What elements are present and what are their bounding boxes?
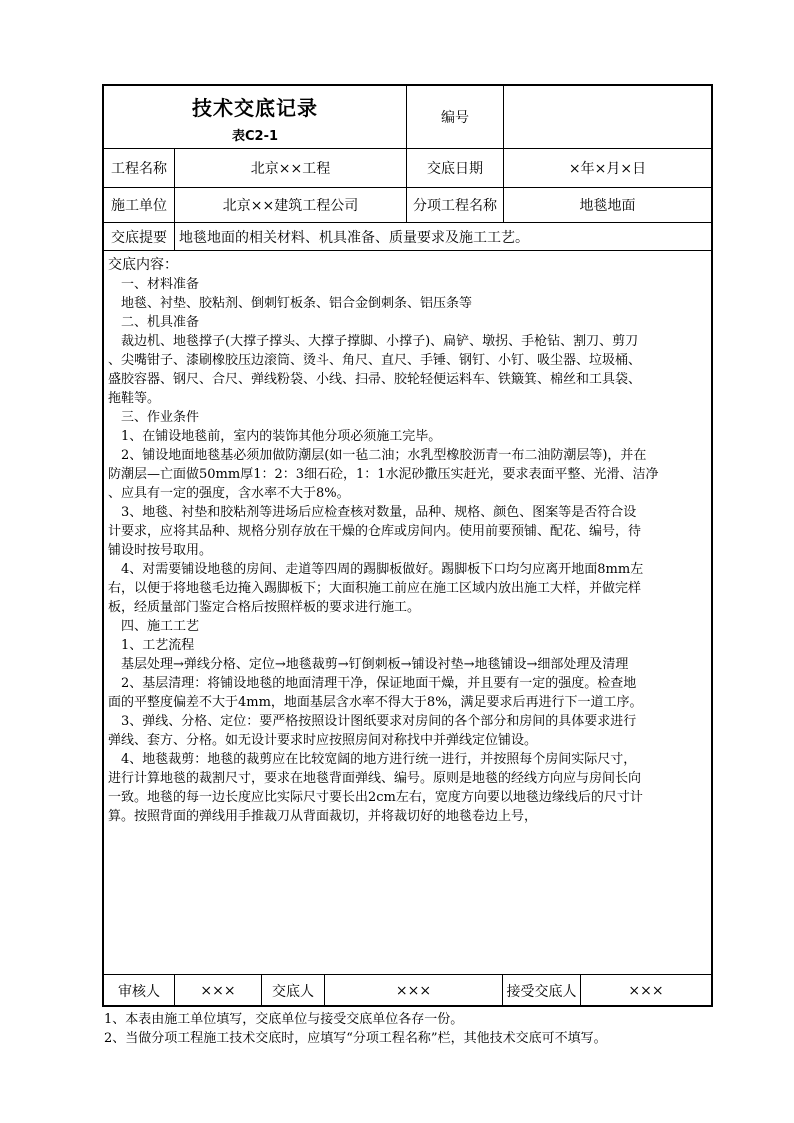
reviewer-label: 审核人	[118, 984, 160, 1000]
content-line: 计要求，应将其品种、规格分别存放在干燥的仓库或房间内。使用前要预铺、配花、编号，待	[108, 524, 642, 539]
content-line: 4、地毯裁剪：地毯的裁剪应在比较宽阔的地方进行统一进行，并按照每个房间实际尺寸，	[121, 752, 637, 767]
content-line: 板，经质量部门鉴定合格后按照样板的要求进行施工。	[108, 600, 421, 615]
content-line: 一、材料准备	[121, 277, 200, 292]
unit-label: 施工单位	[111, 198, 167, 214]
content-line: 3、弹线、分格、定位：要严格按照设计图纸要求对房间的各个部分和房间的具体要求进行	[121, 714, 637, 729]
project-row	[104, 148, 711, 187]
title-cell	[104, 86, 406, 148]
footnote: 2、当做分项工程施工技术交底时，应填写“分项工程名称”栏，其他技术交底可不填写。	[104, 1031, 607, 1046]
summary-label: 交底提要	[111, 229, 167, 246]
content-line: 三、作业条件	[121, 410, 200, 425]
content-line: 进行计算地毯的裁割尺寸，要求在地毯背面弹线、编号。原则是地毯的经线方向应与房间长向	[108, 771, 642, 786]
content-line: 盛胶容器、钢尺、合尺、弹线粉袋、小线、扫帚、胶轮轻便运料车、铁簸箕、棉丝和工具袋、	[108, 372, 642, 387]
content-line: 算。按照背面的弹线用手推裁刀从背面裁切，并将裁切好的地毯卷边上号，	[108, 809, 538, 824]
unit-value: 北京××建筑工程公司	[174, 188, 406, 222]
content-line: 3、地毯、衬垫和胶粘剂等进场后应检查核对数量，品种、规格、颜色、图案等是否符合设	[121, 505, 637, 520]
sub-project-label: 分项工程名称	[406, 188, 503, 222]
content-line: 二、机具准备	[121, 315, 200, 330]
content-line: 1、在铺设地毯前，室内的装饰其他分项必须施工完毕。	[121, 429, 442, 444]
footnote: 1、本表由施工单位填写，交底单位与接受交底单位各存一份。	[104, 1012, 464, 1027]
content-line: 、尖嘴钳子、漆刷橡胶压边滚筒、烫斗、角尺、直尺、手锤、钢钉、小钉、吸尘器、垃圾桶、	[108, 353, 642, 368]
footnotes	[104, 1010, 607, 1048]
number-label: 编号	[406, 86, 503, 148]
summary-row	[104, 222, 711, 250]
sub-project-value: 地毯地面	[503, 188, 711, 222]
content-line: 裁边机、地毯撑子(大撑子撑头、大撑子撑脚、小撑子)、扁铲、墩拐、手枪钻、割刀、剪刀	[121, 334, 639, 349]
project-name-value: 北京××工程	[174, 149, 406, 187]
content-line: 一致。地毯的每一边长度应比实际尺寸要长出2cm左右，宽度方向要以地毯边缘线后的尺寸计	[108, 790, 643, 805]
disclosure-content	[108, 256, 705, 826]
form-title: 技术交底记录	[192, 96, 318, 120]
content-line: 地毯、衬垫、胶粘剂、倒刺钉板条、铝合金倒刺条、铝压条等	[121, 296, 473, 311]
content-line: 2、基层清理：将铺设地毯的地面清理干净，保证地面干燥，并且要有一定的强度。检查地	[121, 676, 637, 691]
content-line: 四、施工工艺	[121, 619, 200, 634]
content-line: 1、工艺流程	[121, 638, 195, 653]
signature-row	[104, 974, 711, 1007]
content-line: 铺设时按号取用。	[108, 543, 213, 558]
form-number: 表C2-1	[231, 129, 279, 144]
content-heading: 交底内容：	[108, 257, 178, 273]
date-value: ×年×月×日	[503, 149, 711, 187]
disclosure-record-form	[102, 84, 713, 1007]
reviewer-value: ×××	[174, 975, 261, 1007]
receiver-label: 接受交底人	[502, 975, 580, 1007]
content-line: 防潮层—亡面做50mm厚1：2：3细石砼，1：1水泥砂撒压实赶光，要求表面平整、光滑、洁净	[108, 467, 659, 482]
content-line: 、应具有一定的强度，含水率不大于8%。	[108, 486, 350, 501]
content-line: 右，以便于将地毯毛边掩入踢脚板下；大面积施工前应在施工区域内放出施工大样，并做完样	[108, 581, 642, 596]
content-line: 拖鞋等。	[108, 391, 161, 406]
discloser-label: 交底人	[261, 975, 324, 1007]
header-row	[104, 86, 711, 148]
content-line: 2、铺设地面地毯基必须加做防潮层(如一毡二油；水乳型橡胶沥青一布二油防潮层等)，并在	[121, 448, 647, 463]
date-label: 交底日期	[406, 149, 503, 187]
content-line: 基层处理→弹线分格、定位→地毯裁剪→钉倒刺板→铺设衬垫→地毯铺设→细部处理及清理	[121, 657, 629, 672]
project-name-label: 工程名称	[111, 161, 167, 177]
summary-value: 地毯地面的相关材料、机具准备、质量要求及施工工艺。	[174, 223, 711, 250]
number-value	[503, 86, 711, 148]
content-line: 4、对需要铺设地毯的房间、走道等四周的踢脚板做好。踢脚板下口均匀应离开地面8mm左	[121, 562, 644, 577]
content-line: 弹线、套方、分格。如无设计要求时应按照房间对称找中并弹线定位铺设。	[108, 733, 538, 748]
receiver-value: ×××	[580, 975, 711, 1007]
discloser-value: ×××	[324, 975, 502, 1007]
unit-row	[104, 187, 711, 222]
content-line: 面的平整度偏差不大于4mm，地面基层含水率不得大于8%，满足要求后再进行下一道工序。	[108, 695, 643, 710]
